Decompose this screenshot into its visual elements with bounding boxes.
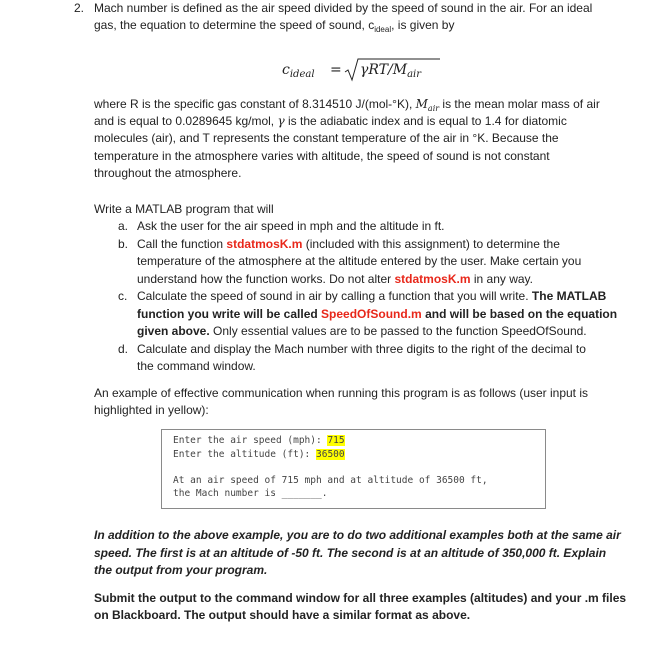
intro-line-2: gas, the equation to determine the speed of sound, $c_{ideal}$, is given by — [94, 18, 455, 34]
task-b-label: b. — [118, 237, 129, 251]
output-line-1: At an air speed of 715 mph and at altitude of 36500 ft, — [173, 475, 488, 486]
formula-equals: = — [330, 62, 342, 78]
input-altitude: 36500 — [316, 449, 345, 460]
addl-line-1: In addition to the above example, you are to do two additional examples both at the same air — [94, 528, 621, 542]
addl-line-3: the output from your program. — [94, 563, 268, 577]
addl-line-2: speed. The first is at an altitude of -50 ft. The second is at an altitude of 350,000 ft. Explain — [94, 546, 607, 560]
task-c-line-1: Calculate the speed of sound in air by calling a function that you will write. The MATLAB — [137, 289, 607, 303]
example-output-box — [161, 429, 546, 509]
intro-line-1: Mach number is defined as the air speed divided by the speed of sound in the air. For an ideal — [94, 1, 593, 15]
task-b-line-2: temperature of the atmosphere at the altitude entered by the user. Make certain you — [137, 254, 582, 268]
output-line-2: the Mach number is _______. — [173, 488, 328, 499]
desc-line-3: molecules (air), and T represents the constant temperature of the air in °K. Because the — [94, 131, 559, 145]
task-d-line-2: the command window. — [137, 359, 256, 373]
input-air-speed: 715 — [327, 435, 345, 446]
desc-line-1: where R is the specific gas constant of 8.314510 J/(mol-°K), $M_{air}$ is the mean molar mass of air — [94, 97, 600, 113]
task-d-label: d. — [118, 342, 129, 356]
task-a-label: a. — [118, 219, 129, 233]
task-b-line-1: Call the function stdatmosK.m (included with this assignment) to determine the — [137, 237, 560, 251]
formula-radicand: γRT/$M_{air}$ — [360, 62, 422, 80]
speed-of-sound-formula — [282, 58, 442, 82]
example-intro-line-1: An example of effective communication when running this program is as follows (user input is — [94, 386, 589, 400]
formula-lhs: $c_{ideal}$ — [282, 62, 315, 80]
task-heading: Write a MATLAB program that will — [94, 202, 274, 216]
prompt-air-speed: Enter the air speed (mph): 715 — [173, 435, 345, 446]
desc-line-4: temperature in the atmosphere varies with altitude, the speed of sound is not constant — [94, 149, 550, 163]
task-d-line-1: Calculate and display the Mach number with three digits to the right of the decimal to — [137, 342, 586, 356]
submit-line-1: Submit the output to the command window for all three examples (altitudes) and your .m files — [94, 591, 627, 605]
task-c-line-2: function you write will be called SpeedOfSound.m and will be based on the equation — [137, 307, 618, 321]
prompt-altitude: Enter the altitude (ft): 36500 — [173, 449, 345, 460]
task-c-label: c. — [118, 289, 128, 303]
problem-number: 2. — [74, 1, 85, 15]
desc-line-2: and is equal to 0.0289645 kg/mol, γ is the adiabatic index and is equal to 1.4 for diatomic — [94, 114, 567, 128]
task-b-line-3: understand how the function works. Do not alter stdatmosK.m in any way. — [137, 272, 533, 286]
task-a-text: Ask the user for the air speed in mph and the altitude in ft. — [137, 219, 445, 233]
desc-line-5: throughout the atmosphere. — [94, 166, 242, 180]
submit-line-2: on Blackboard. The output should have a similar format as above. — [94, 608, 471, 622]
example-intro-line-2: highlighted in yellow): — [94, 403, 209, 417]
task-c-line-3: given above. Only essential values are to be passed to the function SpeedOfSound. — [137, 324, 587, 338]
